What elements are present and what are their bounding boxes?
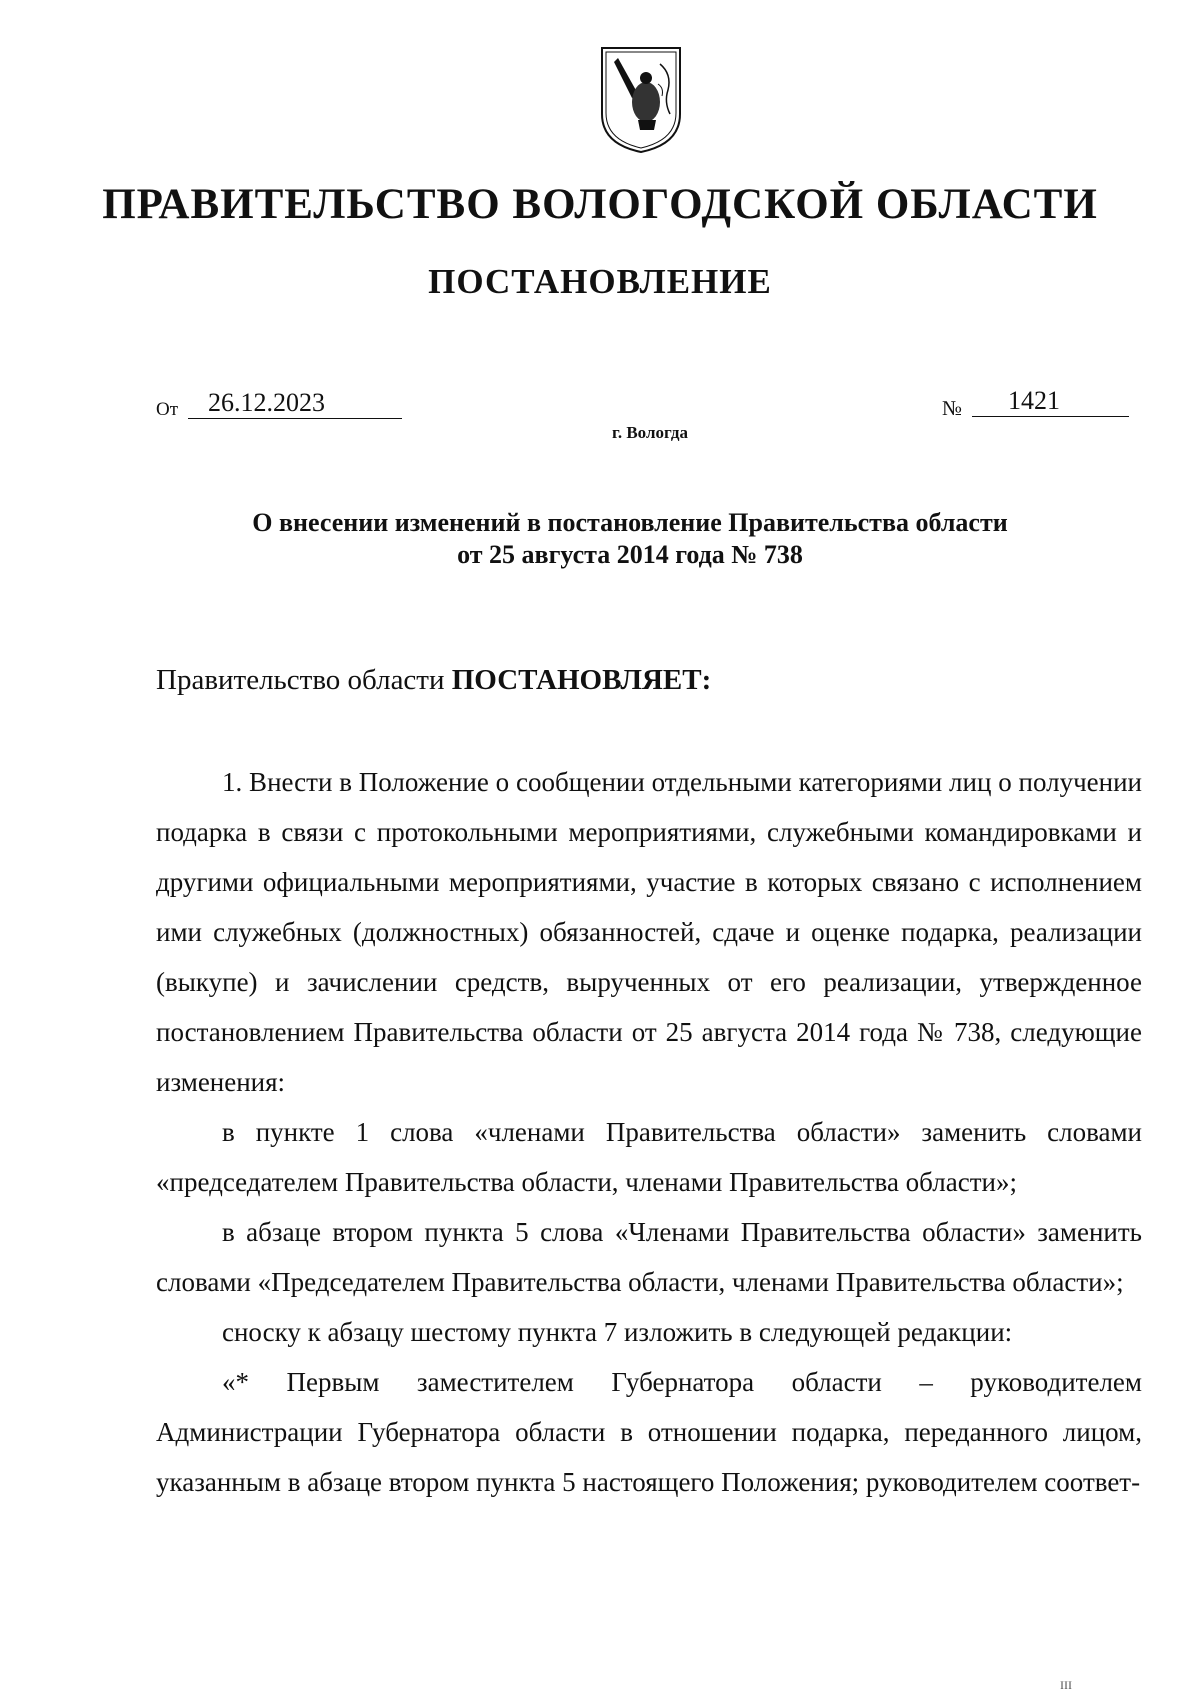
intro: [156, 664, 711, 697]
paragraph: сноску к абзацу шестому пункта 7 изложить в следующей редакции:: [222, 1317, 1013, 1347]
coat-of-arms: [598, 44, 684, 156]
organization-name: ПРАВИТЕЛЬСТВО ВОЛОГОДСКОЙ ОБЛАСТИ: [102, 181, 1098, 228]
coat-of-arms-icon: [598, 44, 684, 156]
paragraph: «* Первым заместителем Губернатора области – руководителем Администрации Губернатора области в отношении подарка, переданного лицом, указанным в абзаце втором пункта 5 настоящего Положения; руководителем соответ-: [156, 1367, 1142, 1497]
document-title: [180, 507, 1080, 571]
intro-text: Правительство области: [156, 664, 452, 696]
paragraph: в пункте 1 слова «членами Правительства области» заменить словами «председателем Правительства области, членами Правительства области»;: [156, 1117, 1142, 1197]
city: г. Вологда: [612, 423, 688, 442]
title-line-2: от 25 августа 2014 года № 738: [457, 540, 803, 569]
paragraph: в абзаце втором пункта 5 слова «Членами Правительства области» заменить словами «Председателем Правительства области, членами Правительства области»;: [156, 1217, 1142, 1297]
document-number: 1421: [972, 386, 1129, 417]
intro-decree: ПОСТАНОВЛЯЕТ:: [451, 664, 712, 696]
document-date: 26.12.2023: [188, 388, 402, 419]
number-label: №: [942, 396, 963, 420]
page-stamp: III: [1060, 1678, 1072, 1692]
document-body: [156, 757, 1142, 1507]
document-type: ПОСТАНОВЛЕНИЕ: [428, 262, 772, 301]
title-line-1: О внесении изменений в постановление Правительства области: [252, 508, 1008, 537]
paragraph: 1. Внести в Положение о сообщении отдельными категориями лиц о получении подарка в связи с протокольными мероприятиями, служебными командировками и другими официальными мероприятиями, участие в которых связано с исполнением ими служебных (должностных) обязанностей, сдаче и оценке подарка, реализации (выкупе) и зачислении средств, вырученных от его реализации, утвержденное постановлением Правительства области от 25 августа 2014 года № 738, следующие изменения:: [156, 767, 1142, 1097]
date-label: От: [156, 399, 179, 420]
